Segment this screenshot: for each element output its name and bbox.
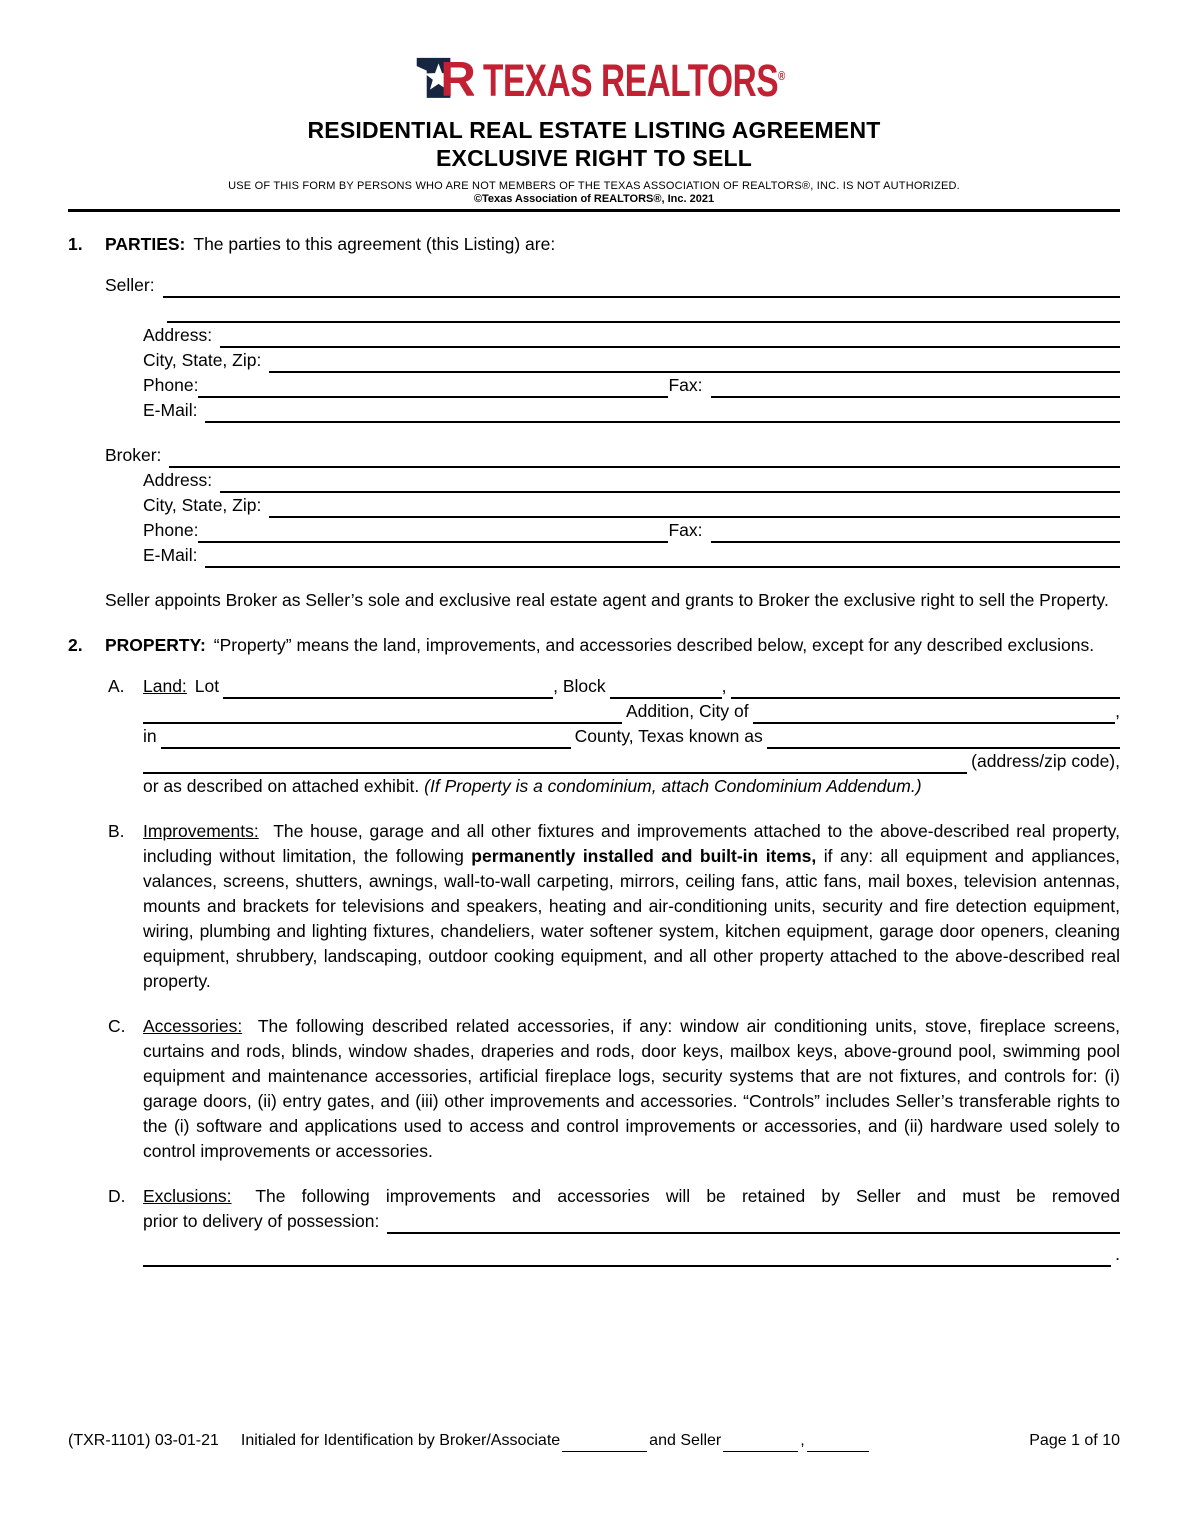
appointment-paragraph: Seller appoints Broker as Seller’s sole and exclusive real estate agent and grants to Broker the exclusive right to sell the Property. (105, 590, 1109, 610)
seller-initials-field-1[interactable] (723, 1435, 798, 1452)
accessories-letter: C. (108, 1016, 126, 1036)
improvements-label: Improvements: (143, 821, 259, 841)
svg-text:R: R (439, 52, 474, 101)
brand-name-wrap (482, 54, 785, 106)
section2-intro-line (105, 633, 1120, 658)
broker-email-field[interactable] (205, 547, 1120, 568)
seller-email-field[interactable] (205, 402, 1120, 423)
item-land (108, 674, 1120, 799)
page-number: Page 1 of 10 (1029, 1432, 1120, 1449)
texas-realtors-logo (68, 48, 1120, 112)
section1-intro: The parties to this agreement (this Listing) are: (193, 234, 556, 254)
broker-label: Broker: (105, 445, 162, 465)
document-title-line2: EXCLUSIVE RIGHT TO SELL (436, 145, 752, 171)
seller-address-field[interactable] (220, 327, 1120, 348)
accessories-paragraph (143, 1014, 1120, 1164)
seller-fax-label: Fax: (668, 375, 703, 395)
broker-initials-field[interactable] (562, 1435, 647, 1452)
seller-label: Seller: (105, 275, 155, 295)
texas-realtors-logo-mark-icon (414, 53, 474, 108)
header-divider (68, 209, 1120, 212)
land-comma: , (721, 676, 727, 696)
section1-intro-line (105, 232, 1120, 257)
block-field[interactable] (610, 678, 722, 699)
item-improvements (108, 819, 1120, 994)
broker-fax-label: Fax: (668, 520, 703, 540)
accessories-text: The following described related accessories, if any: window air conditioning units, stove, fireplace screens, curtains and rods, blinds, window shades, draperies and rods, door keys, mailbox keys, above-ground pool, swimming pool equipment and maintenance accessories, artificial fireplace logs, security systems that are not fixtures, and controls for: (i) garage doors, (ii) entry gates, and (iii) other improvements and accessories. “Controls” includes Seller’s transferable rights to the (i) software and applications used to access and control improvements or accessories, and (ii) hardware used solely to control improvements or accessories. (143, 1016, 1120, 1161)
brand-name (482, 54, 785, 106)
registered-mark: ® (777, 67, 785, 83)
seller-phone-field[interactable] (198, 377, 668, 398)
exclusions-text-2: prior to delivery of possession: (143, 1211, 380, 1231)
item-exclusions (108, 1184, 1120, 1267)
broker-block (105, 443, 1120, 568)
section1-heading: PARTIES: (105, 234, 186, 254)
addition-city-label: Addition, City of (626, 701, 749, 721)
broker-fax-field[interactable] (711, 522, 1120, 543)
seller-email-label: E-Mail: (143, 400, 198, 420)
seller-phone-label: Phone: (143, 375, 199, 395)
seller-city-state-zip-label: City, State, Zip: (143, 350, 262, 370)
accessories-label: Accessories: (143, 1016, 243, 1036)
broker-address-field[interactable] (220, 472, 1120, 493)
exclusions-label: Exclusions: (143, 1186, 232, 1206)
seller-initials-field-2[interactable] (807, 1435, 869, 1452)
improvements-paragraph (143, 819, 1120, 994)
section-parties (68, 232, 1120, 613)
exhibit-text: or as described on attached exhibit. (143, 776, 420, 796)
footer-comma: , (800, 1432, 805, 1449)
broker-phone-field[interactable] (198, 522, 668, 543)
seller-fax-field[interactable] (711, 377, 1120, 398)
land-lot-label: Lot (194, 676, 220, 696)
land-exhibit-line (143, 774, 1120, 799)
copyright-line: ©Texas Association of REALTORS®, Inc. 2021 (473, 193, 715, 205)
block-extra-field[interactable] (731, 678, 1120, 699)
seller-name-field-2[interactable] (167, 302, 1120, 323)
seller-address-label: Address: (143, 325, 213, 345)
broker-address-label: Address: (143, 470, 213, 490)
broker-city-state-zip-field[interactable] (269, 497, 1120, 518)
document-title-line1: RESIDENTIAL REAL ESTATE LISTING AGREEMENT (307, 117, 881, 143)
section1-number: 1. (68, 234, 83, 254)
page-footer (68, 1430, 1120, 1452)
item-accessories (108, 1014, 1120, 1164)
land-label: Land: (143, 676, 187, 696)
county-field[interactable] (161, 728, 571, 749)
section2-heading: PROPERTY: (105, 635, 206, 655)
broker-phone-label: Phone: (143, 520, 199, 540)
county-known-as-label: County, Texas known as (574, 726, 763, 746)
broker-email-label: E-Mail: (143, 545, 198, 565)
improvements-text-1: The house, garage and all other fixtures and improvements attached to the above-described real property, including without limitation, the following (143, 821, 1120, 866)
section2-intro: “Property” means the land, improvements, and accessories described below, except for any described exclusions. (213, 635, 1095, 655)
improvements-letter: B. (108, 821, 125, 841)
usage-notice: USE OF THIS FORM BY PERSONS WHO ARE NOT MEMBERS OF THE TEXAS ASSOCIATION OF REALTORS®, INC. IS NOT AUTHORIZED. (228, 180, 960, 192)
exclusions-text-1: The following improvements and accessories will be retained by Seller and must be removed (255, 1186, 1120, 1206)
address-zip-label: (address/zip code), (971, 751, 1120, 771)
exclusions-field-1[interactable] (387, 1213, 1120, 1234)
seller-city-state-zip-field[interactable] (269, 352, 1120, 373)
land-in-label: in (143, 726, 157, 746)
form-code: (TXR-1101) 03-01-21 (68, 1432, 219, 1449)
lot-field[interactable] (223, 678, 553, 699)
brand-name-text: TEXAS REALTORS (482, 54, 778, 106)
exclusions-field-2[interactable] (143, 1246, 1111, 1267)
city-of-field[interactable] (753, 703, 1116, 724)
exhibit-italic-note: (If Property is a condominium, attach Condominium Addendum.) (424, 776, 922, 796)
broker-name-field[interactable] (169, 447, 1120, 468)
seller-name-field[interactable] (163, 277, 1120, 298)
exclusions-period: . (1115, 1244, 1120, 1264)
exclusions-line1 (143, 1184, 1120, 1209)
seller-block (105, 273, 1120, 423)
improvements-text-2: if any: all equipment and appliances, valances, screens, shutters, awnings, wall-to-wall carpeting, mirrors, ceiling fans, attic fans, mail boxes, television antennas, mounts and brackets for televisions and speakers, heating and air-conditioning units, security and fire detection equipment, wiring, plumbing and lighting fixtures, chandeliers, water softener system, kitchen equipment, garage door openers, cleaning equipment, shrubbery, landscaping, outdoor cooking equipment, and all other property attached to the above-described real property. (143, 846, 1120, 991)
and-seller-text: and Seller (649, 1432, 722, 1449)
addition-field[interactable] (143, 703, 622, 724)
exclusions-letter: D. (108, 1186, 126, 1206)
initialed-text: Initialed for Identification by Broker/Associate (240, 1432, 561, 1449)
broker-city-state-zip-label: City, State, Zip: (143, 495, 262, 515)
page-header (68, 48, 1120, 232)
improvements-text-bold: permanently installed and built-in items, (471, 846, 817, 866)
known-as-field[interactable] (767, 728, 1120, 749)
section2-number: 2. (68, 635, 83, 655)
address-zip-field[interactable] (143, 753, 967, 774)
land-block-label: , Block (553, 676, 606, 696)
land-comma-2: , (1115, 701, 1120, 721)
land-letter: A. (108, 676, 125, 696)
section-property (68, 633, 1120, 658)
